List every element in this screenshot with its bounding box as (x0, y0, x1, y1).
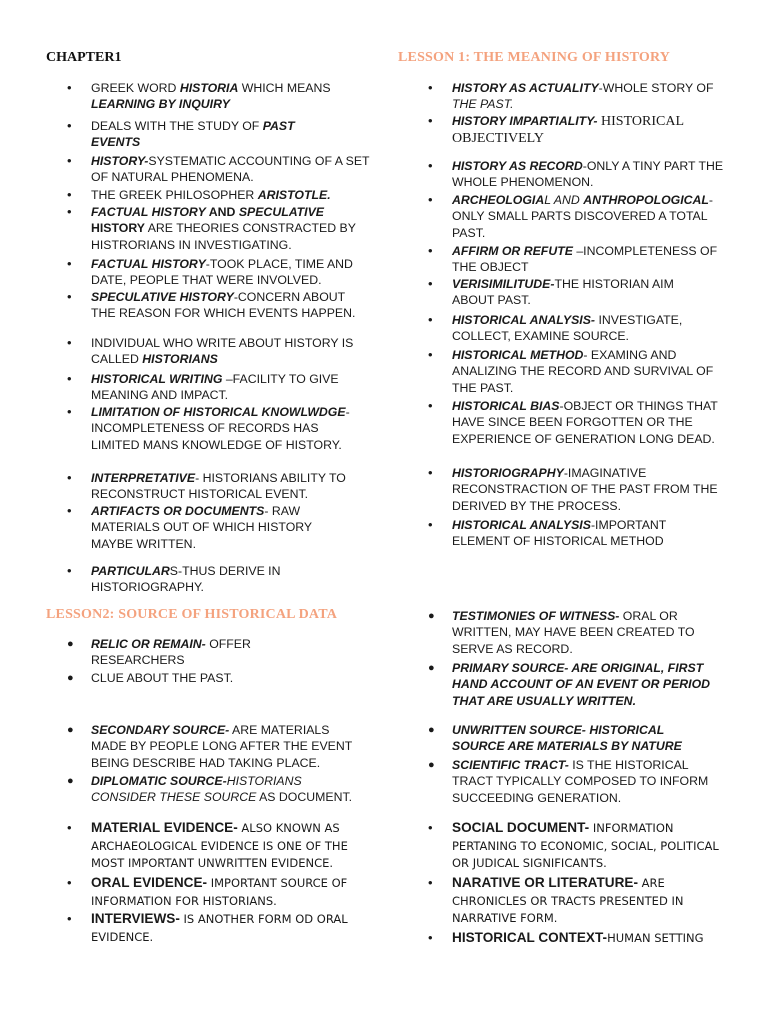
bullet-icon: • (428, 243, 433, 258)
list-item: • SOCIAL DOCUMENT- INFORMATION PERTANING TO ECONOMIC, SOCIAL, POLITICAL OR JUDICAL SIGNIFICANTS. (428, 820, 719, 870)
list-item: • GREEK WORD HISTORIA WHICH MEANS LEARNING BY INQUIRY (67, 80, 331, 112)
bullet-icon: ● (67, 638, 74, 650)
list-item: • INTERVIEWS- IS ANOTHER FORM OD ORAL EVIDENCE. (67, 911, 348, 944)
bullet-icon: • (428, 398, 433, 413)
list-item: • MATERIAL EVIDENCE- ALSO KNOWN AS ARCHAEOLOGICAL EVIDENCE IS ONE OF THE MOST IMPORTANT UNWRITTEN EVIDENCE. (67, 820, 348, 870)
bullet-icon: ● (67, 672, 74, 684)
list-item: ● UNWRITTEN SOURCE- HISTORICAL SOURCE ARE MATERIALS BY NATURE (428, 723, 682, 754)
list-item: ● CLUE ABOUT THE PAST. (67, 671, 234, 685)
list-item: • PARTICULARS-THUS DERIVE IN HISTORIOGRAPHY. (67, 563, 281, 595)
bullet-icon: • (67, 911, 72, 926)
bullet-icon: ● (428, 759, 435, 771)
bullet-icon: • (428, 192, 433, 207)
list-item: • VERISIMILITUDE-THE HISTORIAN AIM ABOUT PAST. (428, 276, 674, 308)
bullet-icon: • (428, 875, 433, 890)
list-item: • ARTIFACTS OR DOCUMENTS- RAW MATERIALS OUT OF WHICH HISTORY MAYBE WRITTEN. (67, 503, 312, 551)
bullet-icon: • (67, 153, 72, 168)
list-item: • HISTORICAL METHOD- EXAMING AND ANALIZING THE RECORD AND SURVIVAL OF THE PAST. (428, 347, 714, 395)
list-item: • HISTORY AS RECORD-ONLY A TINY PART THE WHOLE PHENOMENON. (428, 158, 724, 190)
list-item: ● SCIENTIFIC TRACT- IS THE HISTORICAL TRACT TYPICALLY COMPOSED TO INFORM SUCCEEDING GENERATION. (428, 758, 709, 805)
bullet-icon: • (428, 312, 433, 327)
list-item: • NARATIVE OR LITERATURE- ARE CHRONICLES OR TRACTS PRESENTED IN NARRATIVE FORM. (428, 875, 684, 925)
list-item: ● TESTIMONIES OF WITNESS- ORAL OR WRITTEN, MAY HAVE BEEN CREATED TO SERVE AS RECORD. (428, 609, 695, 656)
list-item: • AFFIRM OR REFUTE –INCOMPLETENESS OF THE OBJECT (428, 243, 718, 275)
bullet-icon: • (67, 118, 72, 133)
bullet-icon: • (67, 289, 72, 304)
list-item: • HISTORICAL CONTEXT-HUMAN SETTING (428, 930, 704, 945)
list-item: • SPECULATIVE HISTORY-CONCERN ABOUT THE REASON FOR WHICH EVENTS HAPPEN. (67, 289, 356, 321)
bullet-icon: • (428, 820, 433, 835)
bullet-icon: • (67, 204, 72, 219)
list-item: ● DIPLOMATIC SOURCE-HISTORIANS CONSIDER THESE SOURCE AS DOCUMENT. (67, 774, 353, 805)
list-item: • THE GREEK PHILOSOPHER ARISTOTLE. (67, 187, 331, 202)
list-item: • HISTORICAL WRITING –FACILITY TO GIVE MEANING AND IMPACT. (67, 371, 339, 403)
list-item: ● SECONDARY SOURCE- ARE MATERIALS MADE BY PEOPLE LONG AFTER THE EVENT BEING DESCRIBE HAD TAKING PLACE. (67, 723, 353, 770)
lesson1-heading: LESSON 1: THE MEANING OF HISTORY (398, 50, 671, 65)
bullet-icon: • (428, 347, 433, 362)
bullet-icon: • (428, 158, 433, 173)
bullet-icon: • (67, 563, 72, 578)
bullet-icon: • (428, 517, 433, 532)
bullet-icon: • (428, 113, 433, 128)
lesson2-heading: LESSON2: SOURCE OF HISTORICAL DATA (46, 607, 338, 622)
list-item: • HISTORY IMPARTIALITY- HISTORICAL OBJECTIVELY (428, 113, 684, 147)
list-item: ● PRIMARY SOURCE- ARE ORIGINAL, FIRST HAND ACCOUNT OF AN EVENT OR PERIOD THAT ARE USUALLY WRITTEN. (428, 661, 711, 708)
list-item: ● RELIC OR REMAIN- OFFER RESEARCHERS (67, 637, 251, 668)
bullet-icon: • (67, 256, 72, 271)
bullet-icon: • (428, 465, 433, 480)
list-item: • FACTUAL HISTORY AND SPECULATIVE HISTORY ARE THEORIES CONSTRACTED BY HISTRORIANS IN INVESTIGATING. (67, 204, 356, 252)
bullet-icon: • (67, 80, 72, 95)
bullet-icon: • (428, 276, 433, 291)
list-item: • HISTORIOGRAPHY-IMAGINATIVE RECONSTRACTION OF THE PAST FROM THE DERIVED BY THE PROCESS. (428, 465, 718, 513)
list-item: • DEALS WITH THE STUDY OF PAST EVENTS (67, 118, 295, 150)
bullet-icon: ● (428, 662, 435, 674)
bullet-icon: • (67, 503, 72, 518)
list-item: • HISTORICAL ANALYSIS-IMPORTANT ELEMENT OF HISTORICAL METHOD (428, 517, 667, 549)
list-item: • HISTORICAL ANALYSIS- INVESTIGATE, COLLECT, EXAMINE SOURCE. (428, 312, 683, 344)
bullet-icon: ● (428, 610, 435, 622)
list-item: • ARCHEOLOGIAL AND ANTHROPOLOGICAL-ONLY SMALL PARTS DISCOVERED A TOTAL PAST. (428, 192, 714, 240)
bullet-icon: • (67, 404, 72, 419)
list-item: • LIMITATION OF HISTORICAL KNOWLWDGE- INCOMPLETENESS OF RECORDS HAS LIMITED MANS KNOWLEDGE OF HISTORY. (67, 404, 350, 452)
bullet-icon: ● (67, 724, 74, 736)
bullet-icon: • (428, 80, 433, 95)
bullet-icon: • (67, 335, 72, 350)
list-item: • HISTORICAL BIAS-OBJECT OR THINGS THAT HAVE SINCE BEEN FORGOTTEN OR THE EXPERIENCE OF GENERATION LONG DEAD. (428, 398, 718, 446)
bullet-icon: • (67, 371, 72, 386)
bullet-icon: ● (67, 775, 74, 787)
list-item: • INDIVIDUAL WHO WRITE ABOUT HISTORY IS CALLED HISTORIANS (67, 335, 354, 367)
list-item: • FACTUAL HISTORY-TOOK PLACE, TIME AND DATE, PEOPLE THAT WERE INVOLVED. (67, 256, 353, 288)
list-item: • HISTORY AS ACTUALITY-WHOLE STORY OF THE PAST. (428, 80, 714, 112)
bullet-icon: • (67, 875, 72, 890)
bullet-icon: • (428, 930, 433, 945)
chapter-heading: CHAPTER1 (46, 50, 122, 65)
bullet-icon: • (67, 470, 72, 485)
list-item: • HISTORY-SYSTEMATIC ACCOUNTING OF A SET OF NATURAL PHENOMENA. (67, 153, 370, 185)
bullet-icon: • (67, 820, 72, 835)
list-item: • INTERPRETATIVE- HISTORIANS ABILITY TO RECONSTRUCT HISTORICAL EVENT. (67, 470, 346, 502)
bullet-icon: ● (428, 724, 435, 736)
list-item: • ORAL EVIDENCE- IMPORTANT SOURCE OF INFORMATION FOR HISTORIANS. (67, 875, 348, 908)
bullet-icon: • (67, 187, 72, 202)
